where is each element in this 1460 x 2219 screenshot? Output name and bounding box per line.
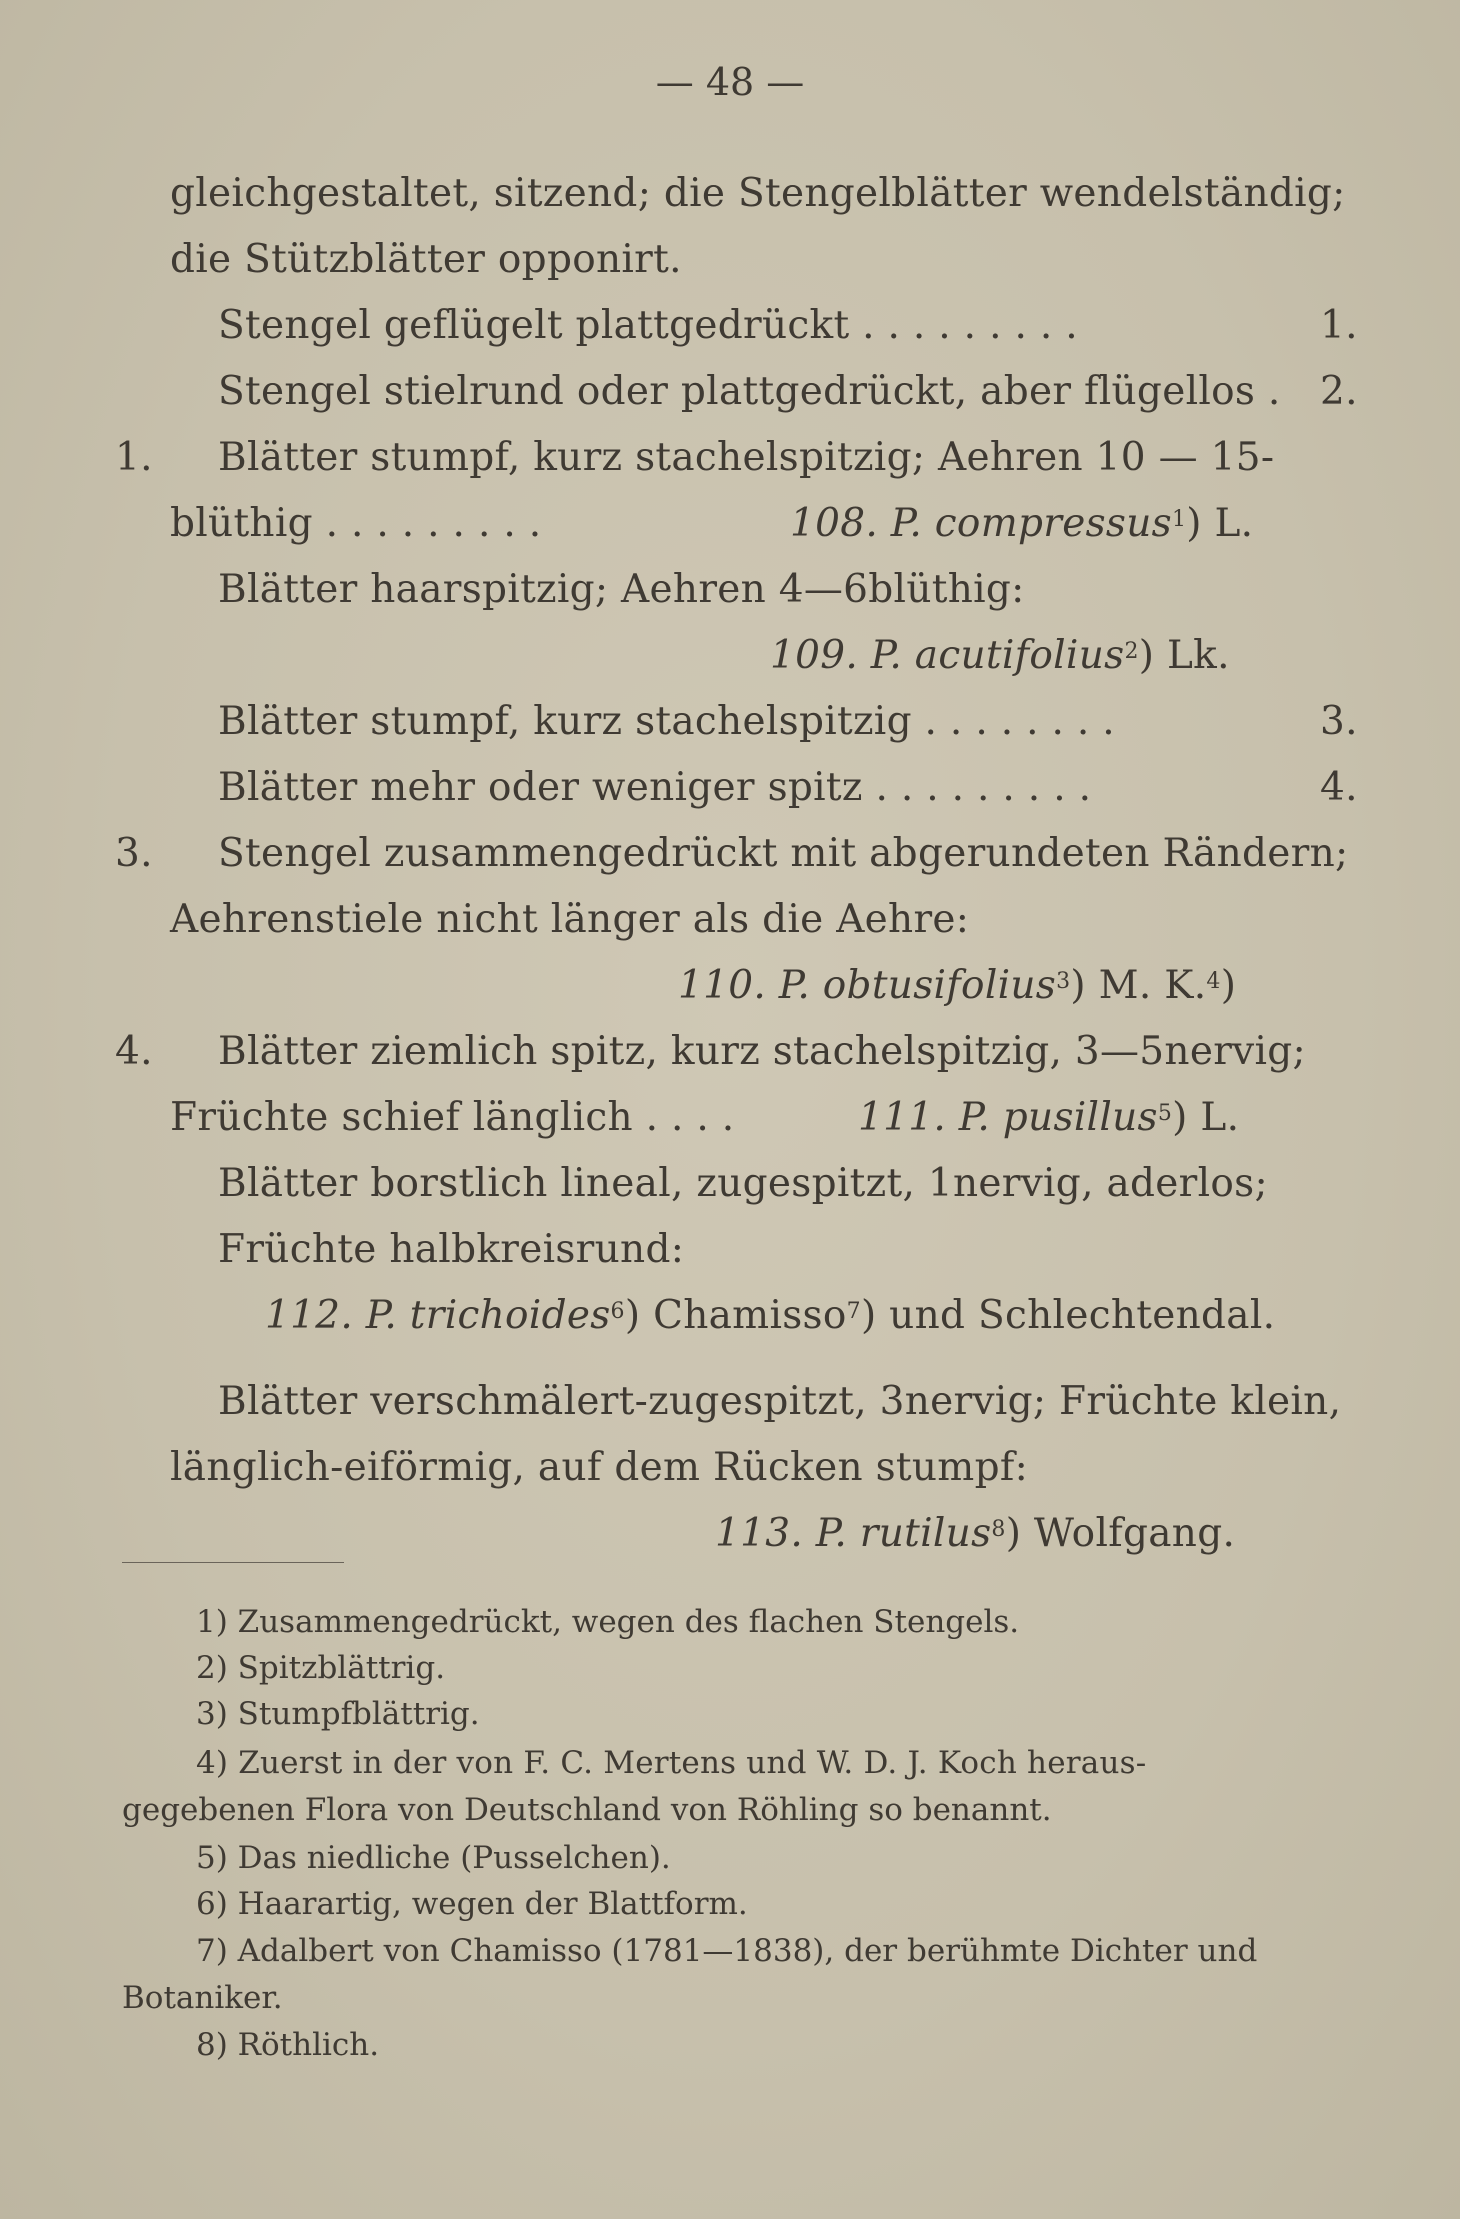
footnote-rule: [122, 1562, 344, 1563]
footnote: 5) Das niedliche (Pusselchen).: [196, 1840, 671, 1876]
key-line: Stengel zusammengedrückt mit abgerundeten Rändern;: [218, 831, 1349, 876]
key-line: Stengel stielrund oder plattgedrückt, aber flügellos .: [218, 369, 1281, 414]
key-line: Blätter stumpf, kurz stachelspitzig; Aehren 10 — 15-: [218, 435, 1275, 480]
footnote-continuation: Botaniker.: [122, 1980, 283, 2016]
species-name: P. trichoides: [365, 1293, 611, 1338]
key-number: 1.: [115, 435, 153, 480]
key-line: länglich-eiförmig, auf dem Rücken stumpf:: [170, 1445, 1029, 1490]
species-number: 110.: [678, 963, 767, 1008]
author: ) L.: [1172, 1095, 1240, 1140]
body-line: die Stützblätter opponirt.: [170, 237, 682, 282]
species-name: P. acutifolius: [870, 633, 1125, 678]
species-name: P. compressus: [890, 501, 1172, 546]
key-line: Früchte halbkreisrund:: [218, 1227, 685, 1272]
species-entry: [265, 1292, 1275, 1340]
note-ref: 7: [846, 1299, 861, 1324]
footnote: 1) Zusammengedrückt, wegen des flachen Stengels.: [196, 1604, 1020, 1640]
author: ) Chamisso: [624, 1293, 847, 1338]
species-name: P. pusillus: [958, 1095, 1158, 1140]
key-line: Aehrenstiele nicht länger als die Aehre:: [170, 897, 970, 942]
species-number: 113.: [715, 1511, 804, 1556]
author: ) Wolfgang.: [1005, 1511, 1236, 1556]
key-number: 3.: [115, 831, 153, 876]
species-number: 109.: [770, 633, 859, 678]
author: ) L.: [1186, 501, 1254, 546]
footnote: 3) Stumpfblättrig.: [196, 1696, 480, 1732]
note-ref: 5: [1157, 1101, 1173, 1126]
author: ) und Schlechtendal.: [860, 1293, 1276, 1338]
species-name: P. rutilus: [815, 1511, 992, 1556]
species-name: P. obtusifolius: [778, 963, 1057, 1008]
note-ref: 2: [1124, 639, 1139, 664]
body-line: gleichgestaltet, sitzend; die Stengelblätter wendelständig;: [170, 171, 1346, 216]
footnote: 6) Haarartig, wegen der Blattform.: [196, 1886, 748, 1922]
author: ) Lk.: [1138, 633, 1230, 678]
species-entry: [858, 1094, 1239, 1142]
species-entry: [678, 962, 1236, 1010]
bracket: ): [1220, 963, 1237, 1008]
key-line: blüthig . . . . . . . . .: [170, 501, 542, 546]
note-ref: 3: [1056, 969, 1071, 994]
key-line: Blätter haarspitzig; Aehren 4—6blüthig:: [218, 567, 1025, 612]
footnote-continuation: gegebenen Flora von Deutschland von Röhling so benannt.: [122, 1792, 1052, 1828]
note-ref: 6: [610, 1299, 625, 1324]
footnote: 2) Spitzblättrig.: [196, 1650, 446, 1686]
key-line: Blätter mehr oder weniger spitz . . . . . . . . .: [218, 765, 1092, 810]
page-number: — 48 —: [655, 60, 805, 104]
key-line: Stengel geflügelt plattgedrückt . . . . . . . . .: [218, 303, 1078, 348]
key-line: Blätter ziemlich spitz, kurz stachelspitzig, 3—5nervig;: [218, 1029, 1306, 1074]
note-ref: 1: [1171, 507, 1187, 532]
species-number: 111.: [858, 1095, 947, 1140]
footnote: 7) Adalbert von Chamisso (1781—1838), der berühmte Dichter und: [196, 1933, 1258, 1969]
key-ref: 2.: [1320, 369, 1358, 414]
key-line: Früchte schief länglich . . . .: [170, 1095, 735, 1140]
key-line: Blätter verschmälert-zugespitzt, 3nervig; Früchte klein,: [218, 1379, 1342, 1424]
key-ref: 3.: [1320, 699, 1358, 744]
species-number: 108.: [790, 501, 879, 546]
key-ref: 4.: [1320, 765, 1358, 810]
species-number: 112.: [265, 1293, 354, 1338]
species-entry: [770, 632, 1230, 680]
key-line: Blätter borstlich lineal, zugespitzt, 1nervig, aderlos;: [218, 1161, 1268, 1206]
note-ref: 4: [1206, 969, 1221, 994]
key-ref: 1.: [1320, 303, 1358, 348]
author: ) M. K.: [1070, 963, 1207, 1008]
species-entry: [790, 500, 1253, 548]
footnote: 8) Röthlich.: [196, 2027, 380, 2063]
key-number: 4.: [115, 1029, 153, 1074]
key-line: Blätter stumpf, kurz stachelspitzig . . . . . . . .: [218, 699, 1115, 744]
species-entry: [715, 1510, 1235, 1558]
note-ref: 8: [991, 1517, 1006, 1542]
footnote: 4) Zuerst in der von F. C. Mertens und W. D. J. Koch heraus-: [196, 1745, 1147, 1781]
